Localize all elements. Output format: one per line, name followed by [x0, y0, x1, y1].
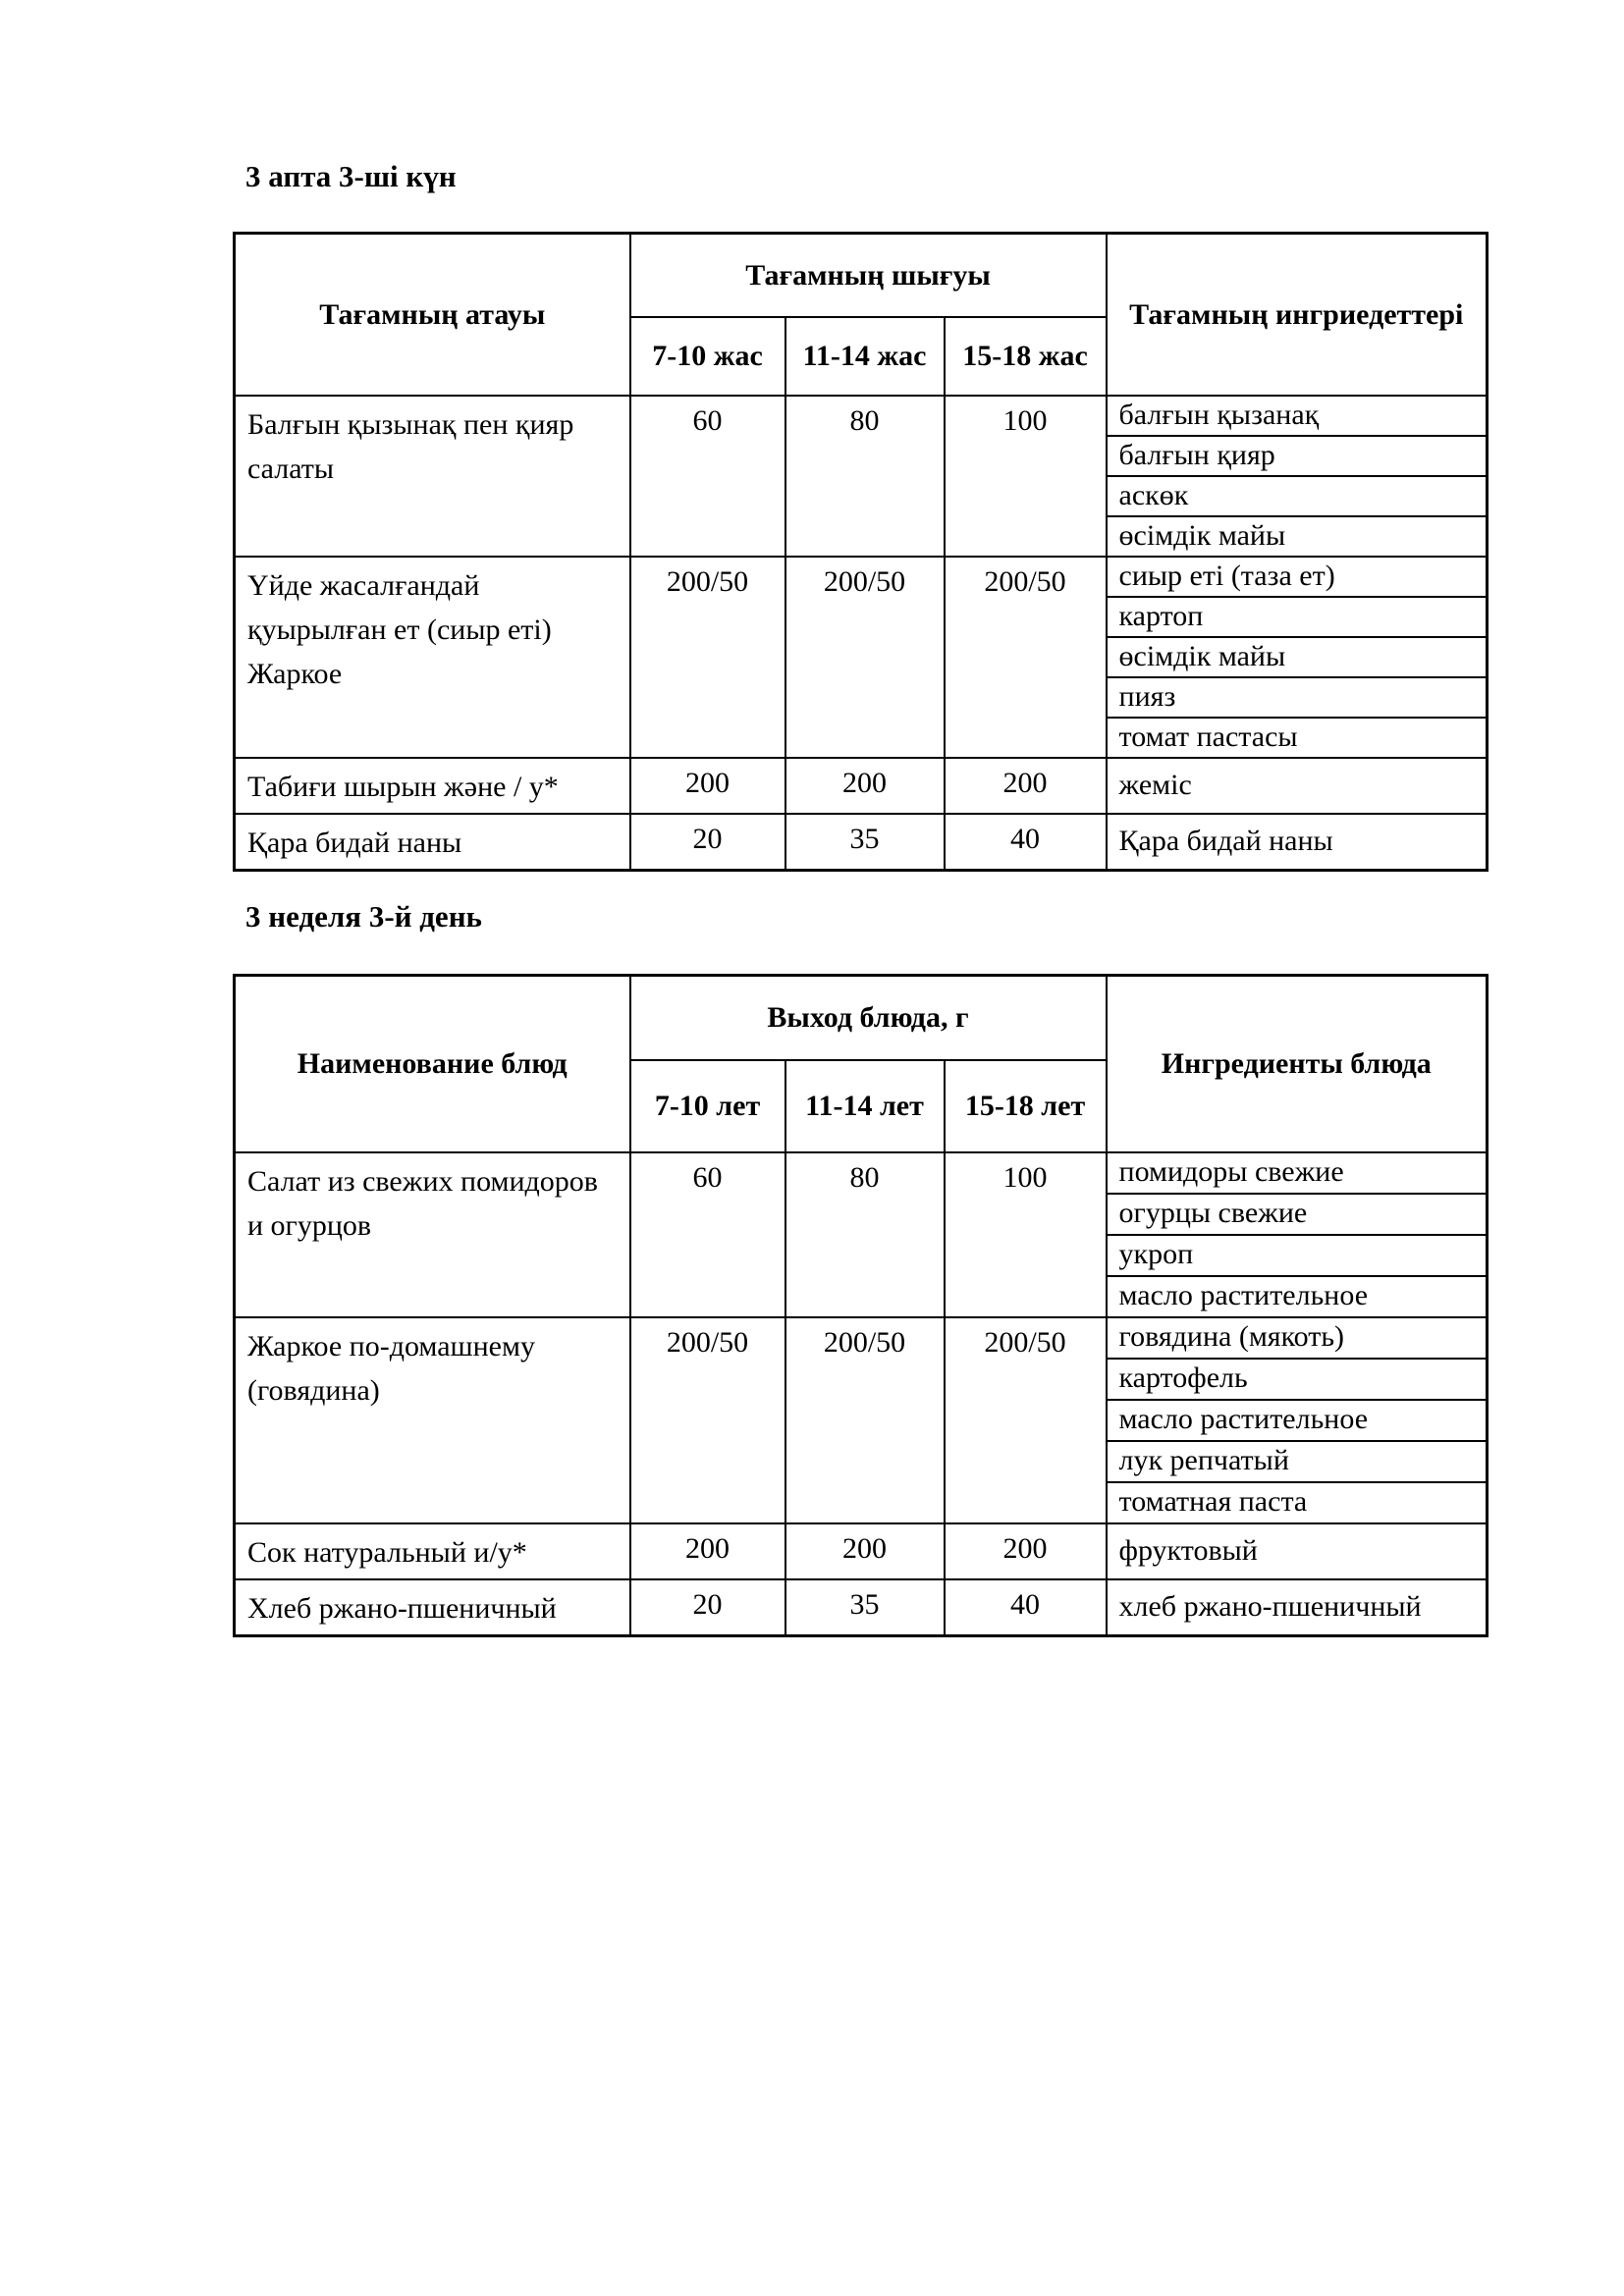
- ingredient-cell: өсімдік майы: [1107, 637, 1488, 677]
- portion-cell: 40: [945, 814, 1107, 871]
- portion-cell: 200/50: [945, 557, 1107, 758]
- age-column-header: 11-14 лет: [785, 1060, 945, 1152]
- dish-name-cell: Хлеб ржано-пшеничный: [235, 1579, 630, 1636]
- ingredient-cell: пияз: [1107, 677, 1488, 718]
- dish-name-cell: Жаркое по-домашнему (говядина): [235, 1317, 630, 1523]
- ingredient-cell: фруктовый: [1107, 1523, 1488, 1579]
- dish-name-cell: Сок натуральный и/у*: [235, 1523, 630, 1579]
- ingredient-cell: говядина (мякоть): [1107, 1317, 1488, 1359]
- ingredient-cell: огурцы свежие: [1107, 1194, 1488, 1235]
- ingredient-cell: помидоры свежие: [1107, 1152, 1488, 1194]
- ingredients-column-header: Тағамның ингриедеттері: [1107, 234, 1488, 396]
- section-title-russian: 3 неделя 3-й день: [245, 899, 482, 934]
- ingredient-cell: укроп: [1107, 1235, 1488, 1276]
- portion-cell: 200: [630, 758, 785, 814]
- dish-name-cell: Табиғи шырын және / у*: [235, 758, 630, 814]
- portion-cell: 200: [945, 758, 1107, 814]
- menu-table-kazakh: [233, 232, 1489, 872]
- section-title-kazakh: 3 апта 3-ші күн: [245, 159, 457, 193]
- age-column-header: 15-18 жас: [945, 317, 1107, 396]
- ingredient-cell: балғын қияр: [1107, 436, 1488, 476]
- ingredient-cell: балғын қызанақ: [1107, 396, 1488, 436]
- portion-cell: 40: [945, 1579, 1107, 1636]
- portion-cell: 200: [630, 1523, 785, 1579]
- age-column-header: 15-18 лет: [945, 1060, 1107, 1152]
- portion-cell: 80: [785, 1152, 945, 1317]
- ingredient-cell: өсімдік майы: [1107, 516, 1488, 557]
- portion-cell: 60: [630, 1152, 785, 1317]
- dish-name-column-header: Наименование блюд: [235, 976, 630, 1152]
- dish-name-cell: Салат из свежих помидоров и огурцов: [235, 1152, 630, 1317]
- ingredient-cell: масло растительное: [1107, 1400, 1488, 1441]
- portion-cell: 100: [945, 396, 1107, 557]
- portion-cell: 200: [945, 1523, 1107, 1579]
- age-column-header: 7-10 лет: [630, 1060, 785, 1152]
- portion-cell: 200/50: [785, 557, 945, 758]
- output-column-header: Выход блюда, г: [630, 976, 1107, 1060]
- ingredient-cell: аскөк: [1107, 476, 1488, 516]
- ingredients-column-header: Ингредиенты блюда: [1107, 976, 1488, 1152]
- ingredient-cell: масло растительное: [1107, 1276, 1488, 1317]
- ingredient-cell: Қара бидай наны: [1107, 814, 1488, 871]
- portion-cell: 100: [945, 1152, 1107, 1317]
- portion-cell: 200/50: [630, 557, 785, 758]
- ingredient-cell: хлеб ржано-пшеничный: [1107, 1579, 1488, 1636]
- portion-cell: 80: [785, 396, 945, 557]
- ingredient-cell: жеміс: [1107, 758, 1488, 814]
- portion-cell: 200: [785, 758, 945, 814]
- ingredient-cell: томатная паста: [1107, 1482, 1488, 1523]
- dish-name-column-header: Тағамның атауы: [235, 234, 630, 396]
- portion-cell: 60: [630, 396, 785, 557]
- portion-cell: 35: [785, 1579, 945, 1636]
- portion-cell: 200: [785, 1523, 945, 1579]
- ingredient-cell: картофель: [1107, 1359, 1488, 1400]
- portion-cell: 20: [630, 814, 785, 871]
- ingredient-cell: томат пастасы: [1107, 718, 1488, 758]
- ingredient-cell: сиыр еті (таза ет): [1107, 557, 1488, 597]
- output-column-header: Тағамның шығуы: [630, 234, 1107, 317]
- ingredient-cell: лук репчатый: [1107, 1441, 1488, 1482]
- age-column-header: 7-10 жас: [630, 317, 785, 396]
- age-column-header: 11-14 жас: [785, 317, 945, 396]
- dish-name-cell: Үйде жасалғандай қуырылған ет (сиыр еті) Жаркое: [235, 557, 630, 758]
- dish-name-cell: Қара бидай наны: [235, 814, 630, 871]
- portion-cell: 20: [630, 1579, 785, 1636]
- ingredient-cell: картоп: [1107, 597, 1488, 637]
- portion-cell: 35: [785, 814, 945, 871]
- menu-table-russian: [233, 974, 1489, 1637]
- portion-cell: 200/50: [785, 1317, 945, 1523]
- portion-cell: 200/50: [945, 1317, 1107, 1523]
- portion-cell: 200/50: [630, 1317, 785, 1523]
- dish-name-cell: Балғын қызынақ пен қияр салаты: [235, 396, 630, 557]
